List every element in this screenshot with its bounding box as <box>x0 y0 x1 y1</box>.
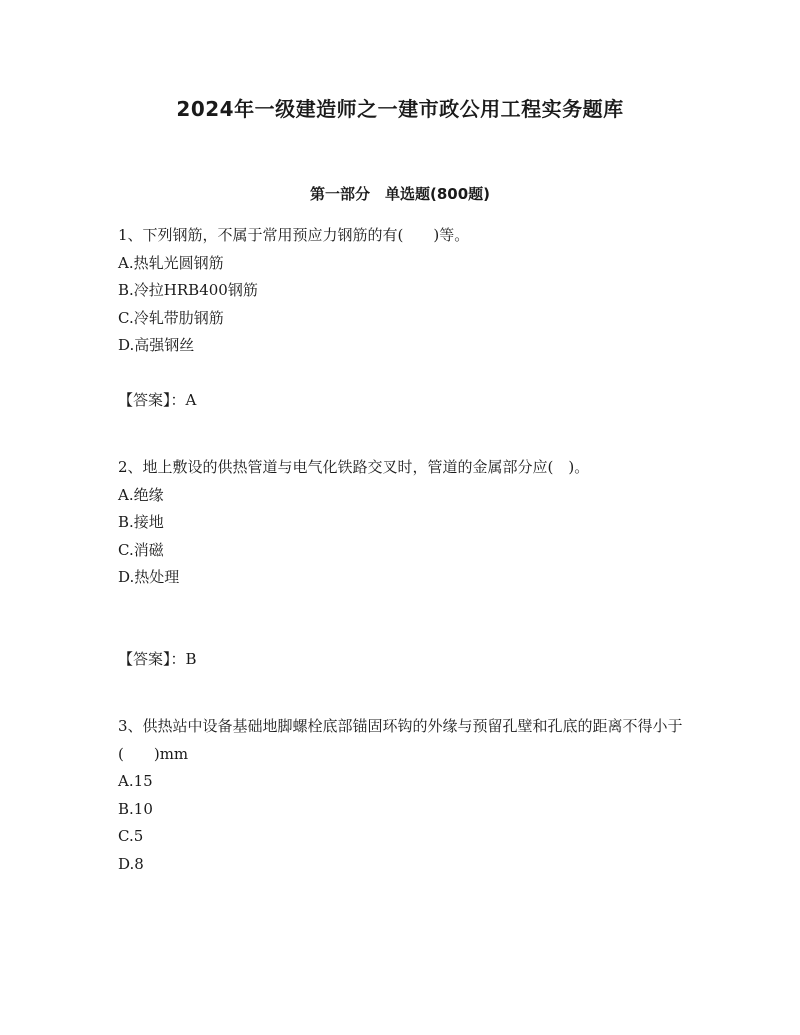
option-d: D.热处理 <box>118 568 180 586</box>
option-c: C.消磁 <box>118 540 164 559</box>
option-a: A.热轧光圆钢筋 <box>118 253 224 272</box>
answer-1 <box>118 387 196 413</box>
option-d: D.8 <box>118 854 144 873</box>
option-a: A.绝缘 <box>118 485 164 504</box>
answer-value: B <box>185 650 197 668</box>
question-text: 1、下列钢筋，不属于常用预应力钢筋的有( )等。 <box>118 226 470 244</box>
page-title: 2024年一级建造师之一建市政公用工程实务题库 <box>176 97 624 121</box>
option-c: C.5 <box>118 827 144 845</box>
option-b: B.接地 <box>118 513 164 531</box>
answer-label: 【答案】： <box>118 391 186 409</box>
option-a: A.15 <box>118 772 153 790</box>
option-c: C.冷轧带肋钢筋 <box>118 308 224 327</box>
section-heading: 第一部分 单选题(800题) <box>309 185 491 203</box>
option-d: D.高强钢丝 <box>118 336 195 354</box>
question-2 <box>118 454 688 592</box>
option-b: B.10 <box>118 799 153 818</box>
answer-label: 【答案】： <box>118 650 186 668</box>
question-text: 2、地上敷设的供热管道与电气化铁路交叉时，管道的金属部分应( )。 <box>118 458 590 476</box>
answer-2 <box>118 646 197 672</box>
question-text: 3、供热站中设备基础地脚螺栓底部锚固环钩的外缘与预留孔壁和孔底的距离不得小于( )mm <box>118 717 683 763</box>
question-3 <box>118 713 688 878</box>
question-1 <box>118 222 688 360</box>
answer-value: A <box>185 391 197 409</box>
option-b: B.冷拉HRB400钢筋 <box>118 281 258 299</box>
